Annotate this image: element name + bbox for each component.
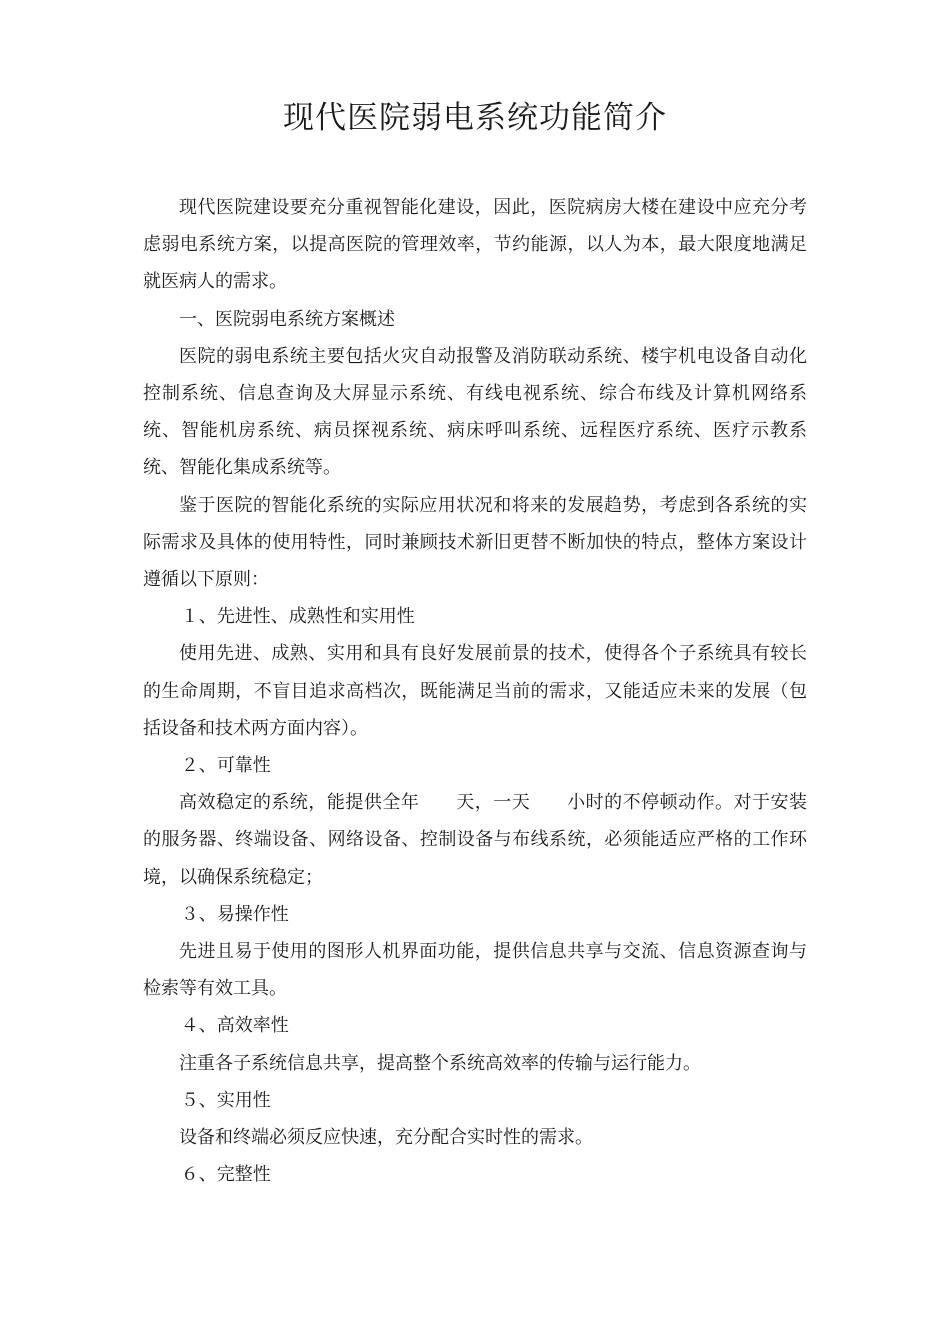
principle-body-4: 注重各子系统信息共享，提高整个系统高效率的传输与运行能力。 — [179, 1052, 701, 1074]
principle-heading-5: ５、实用性 — [180, 1089, 271, 1111]
intro-paragraph: 现代医院建设要充分重视智能化建设，因此，医院病房大楼在建设中应充分考虑弱电系统方案，以提高医院的管理效率，节约能源，以人为本，最大限度地满足就医病人的需求。 — [143, 197, 807, 293]
document-title: 现代医院弱电系统功能简介 — [283, 100, 667, 136]
document-body — [143, 189, 807, 1193]
principle-body-2: 高效稳定的系统，能提供全年 天，一天 小时的不停顿动作。对于安装的服务器、终端设备、网络设备、控制设备与布线系统，必须能适应严格的工作环境，以确保系统稳定； — [143, 792, 807, 888]
principle-heading-4: ４、高效率性 — [180, 1015, 289, 1037]
principle-heading-6: ６、完整性 — [180, 1164, 271, 1186]
principle-body-3: 先进且易于使用的图形人机界面功能，提供信息共享与交流、信息资源查询与检索等有效工具。 — [143, 941, 807, 1000]
principles-intro-paragraph: 鉴于医院的智能化系统的实际应用状况和将来的发展趋势，考虑到各系统的实际需求及具体的使用特性，同时兼顾技术新旧更替不断加快的特点，整体方案设计遵循以下原则： — [143, 494, 807, 591]
section-heading-overview: 一、医院弱电系统方案概述 — [179, 308, 395, 330]
principle-heading-2: ２、可靠性 — [180, 755, 271, 777]
systems-list-paragraph: 医院的弱电系统主要包括火灾自动报警及消防联动系统、楼宇机电设备自动化控制系统、信息查询及大屏显示系统、有线电视系统、综合布线及计算机网络系统、智能机房系统、病员探视系统、病床呼叫系统、远程医疗系统、医疗示教系统、智能化集成系统等。 — [143, 345, 807, 479]
principle-heading-1: １、先进性、成熟性和实用性 — [180, 606, 415, 628]
principle-body-5: 设备和终端必须反应快速，充分配合实时性的需求。 — [179, 1127, 593, 1149]
principle-heading-3: ３、易操作性 — [180, 903, 289, 925]
principle-body-1: 使用先进、成熟、实用和具有良好发展前景的技术，使得各个子系统具有较长的生命周期，不盲目追求高档次，既能满足当前的需求，又能适应未来的发展（包括设备和技术两方面内容）。 — [143, 643, 807, 739]
